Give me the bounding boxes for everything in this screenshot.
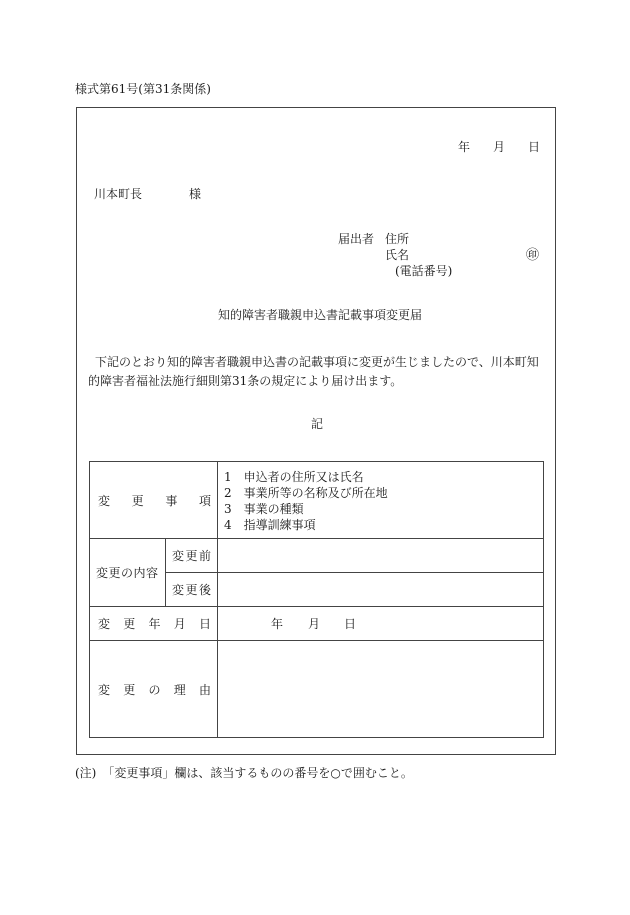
change-date-label-cell: 変 更 年 月 日 — [90, 607, 218, 641]
change-date-month: 月 — [308, 617, 321, 631]
change-items-label-cell: 変 更 事 項 — [90, 462, 218, 539]
change-date-year: 年 — [271, 617, 284, 631]
change-item-1[interactable]: 1 申込者の住所又は氏名 — [224, 470, 364, 484]
reason-label-cell: 変 更 の 理 由 — [90, 641, 218, 738]
date-year-label: 年 — [458, 140, 471, 154]
phone-label: (電話番号) — [395, 264, 453, 278]
document-title: 知的障害者職親申込書記載事項変更届 — [218, 308, 423, 322]
footnote: (注) 「変更事項」欄は、該当するものの番号を○で囲むこと。 — [75, 766, 413, 780]
applicant-label: 届出者 — [338, 232, 375, 246]
form-number: 様式第61号(第31条関係) — [75, 82, 211, 96]
addressee-name: 川本町長 — [94, 187, 143, 201]
after-label-cell: 変 更 後 — [166, 573, 218, 607]
change-item-3[interactable]: 3 事業の種類 — [224, 502, 304, 516]
change-date-field[interactable] — [218, 607, 544, 641]
seal-mark: ㊞ — [526, 248, 540, 263]
after-value-field[interactable] — [218, 573, 544, 607]
change-table — [89, 461, 544, 738]
before-label-cell: 変 更 前 — [166, 539, 218, 573]
change-item-4[interactable]: 4 指導訓練事項 — [224, 518, 316, 532]
change-items-cell[interactable] — [218, 462, 544, 539]
addressee-honorific: 様 — [189, 187, 202, 201]
reason-field[interactable] — [218, 641, 544, 738]
change-content-label: 変更の内容 — [96, 566, 159, 580]
change-content-label-cell — [90, 539, 166, 607]
ki-heading: 記 — [311, 417, 324, 431]
before-value-field[interactable] — [218, 539, 544, 573]
address-label: 住所 — [385, 232, 410, 246]
date-month-label: 月 — [493, 140, 506, 154]
change-item-2[interactable]: 2 事業所等の名称及び所在地 — [224, 486, 388, 500]
name-label: 氏名 — [385, 248, 410, 262]
change-date-day: 日 — [344, 617, 357, 631]
body-paragraph: 下記のとおり知的障害者職親申込書の記載事項に変更が生じましたので、川本町知的障害者福祉法施行細則第31条の規定により届け出ます。 — [88, 355, 539, 388]
date-day-label: 日 — [528, 140, 541, 154]
